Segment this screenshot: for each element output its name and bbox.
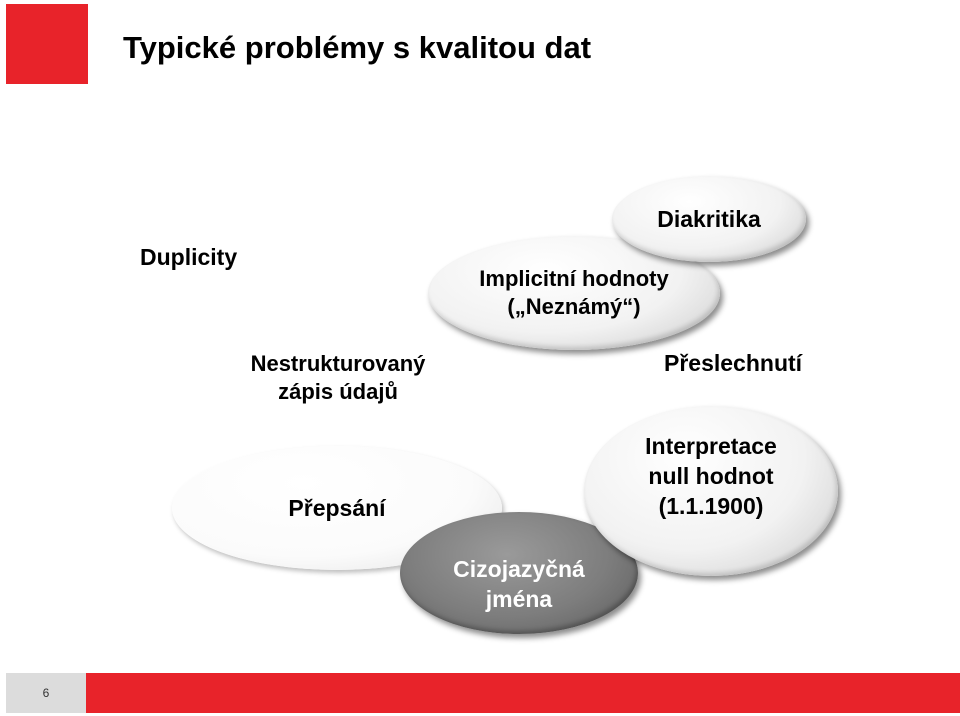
page-number-label: 6 <box>42 686 50 700</box>
item-nestrukturovany-line1: Nestrukturovaný <box>250 351 426 376</box>
interpretace-line3: (1.1.1900) <box>658 493 764 519</box>
implicitni-line1: Implicitní hodnoty <box>479 266 669 291</box>
item-duplicity-label: Duplicity <box>140 244 238 270</box>
footer-bar <box>6 673 960 713</box>
bubble-interpretace-null <box>584 406 838 576</box>
page-number <box>6 673 86 713</box>
item-preslechnuti-label: Přeslechnutí <box>664 350 803 376</box>
item-nestrukturovany <box>228 350 448 406</box>
item-nestrukturovany-line2: zápis údajů <box>278 379 398 404</box>
prepsani-label: Přepsání <box>288 494 386 521</box>
cizojazycna-line1: Cizojazyčná <box>453 556 585 582</box>
bubble-diakritika <box>612 176 806 262</box>
cizojazycna-line2: jména <box>485 586 553 612</box>
implicitni-line2: („Neznámý“) <box>507 294 641 319</box>
interpretace-line1: Interpretace <box>645 433 777 459</box>
item-preslechnuti <box>664 350 802 377</box>
brand-red-square <box>6 4 88 84</box>
interpretace-line2: null hodnot <box>648 463 774 489</box>
slide-title: Typické problémy s kvalitou dat <box>123 30 592 65</box>
item-duplicity <box>140 244 237 271</box>
diakritika-label: Diakritika <box>657 205 761 232</box>
